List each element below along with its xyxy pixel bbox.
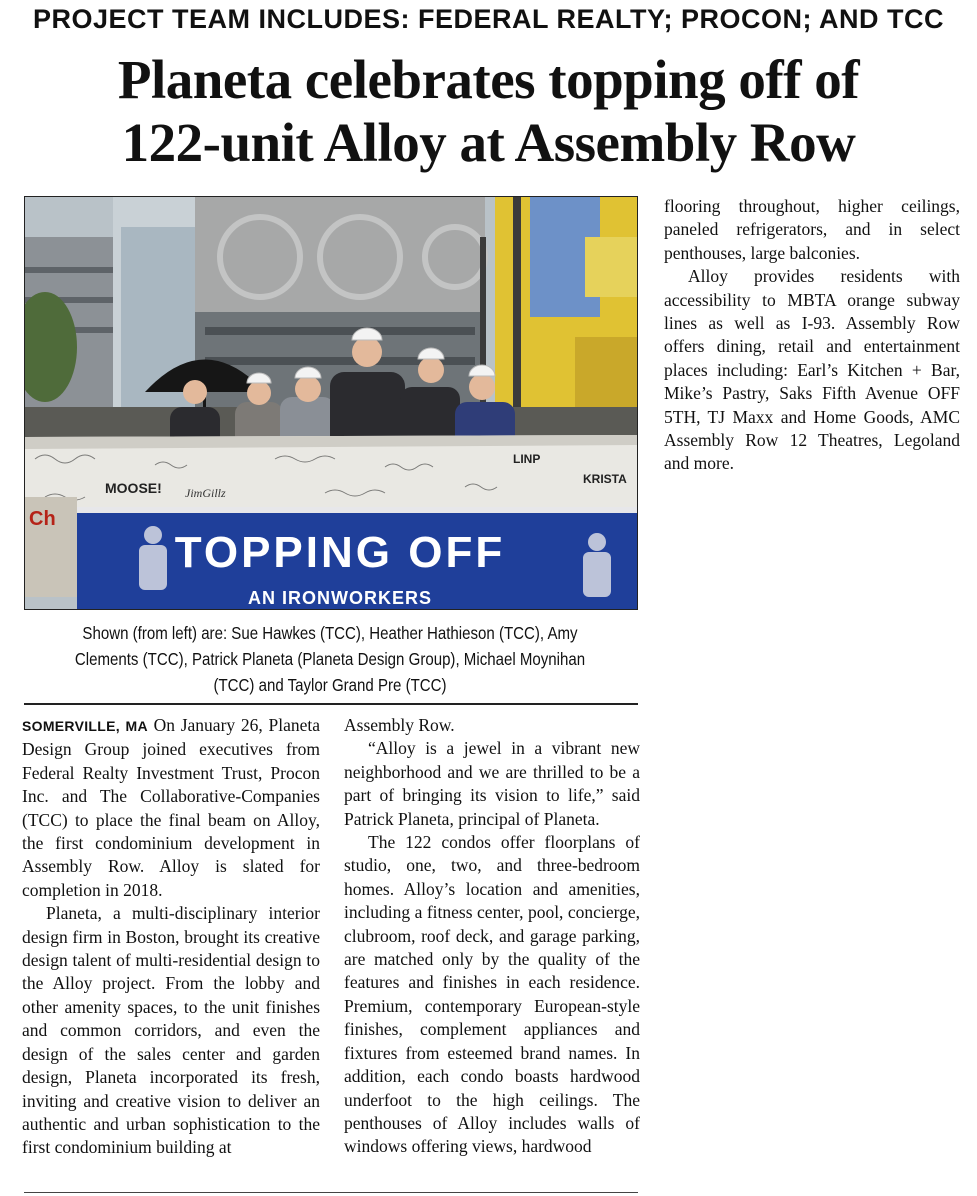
article-paragraph: Planeta, a multi-disciplinary interior design firm in Boston, brought its creative design talent of multi-residential design to the Alloy project. From the lobby and other amenity spaces, to the unit finishes and common corridors, and even the design of the sales center and garden design, Planeta incorporated its fresh, inviting and creative vision to deliver an authentic and urban sophistication to the first condominium building at [22,903,320,1158]
headline-line-1: Planeta celebrates topping off of [117,49,860,110]
headline-line-2: 122-unit Alloy at Assembly Row [121,112,856,173]
photo-caption: Shown (from left) are: Sue Hawkes (TCC), Heather Hathieson (TCC), Amy Clements (TCC), Patrick Planeta (Planeta Design Group), Michael Moynihan (TCC) and Taylor Grand Pre (TCC) [74,623,586,695]
article-paragraph: Alloy provides residents with accessibility to MBTA orange subway lines as well as I-93. Assembly Row offers dining, retail and entertainment places including: Earl’s Kitchen + Bar, Mike’s Pastry, Saks Fifth Avenue OFF 5TH, TJ Maxx and Home Goods, AMC Assembly Row 12 Theatres, Legoland and more. [664,266,960,474]
banner-title: TOPPING OFF [174,528,506,577]
beam-signature-jimgillz: JimGillz [185,486,226,500]
article-headline [0,48,977,174]
banner-subtitle: AN IRONWORKERS [248,588,432,608]
beam-signature-moose: MOOSE! [105,480,162,496]
article-column-1 [22,714,320,1160]
article-paragraph: flooring throughout, higher ceilings, paneled refrigerators, and in select penthouses, large balconies. [664,196,960,263]
article-kicker: PROJECT TEAM INCLUDES: FEDERAL REALTY; PROCON; AND TCC [33,4,944,34]
article-paragraph: The 122 condos offer floorplans of studio, one, two, and three-bedroom homes. Alloy’s location and amenities, including a fitness center, pool, concierge, clubroom, roof deck, and garage parking, are matched only by the quality of the features and finishes in each residence. Premium, contemporary European-style finishes, complement appliances and fixtures from esteemed brand names. In addition, each condo boasts hardwood underfoot to the high ceilings. The penthouses of Alloy includes walls of windows offering views, hardwood [344,832,640,1157]
article-paragraph: Assembly Row. [344,715,455,735]
paragraph-text: On January 26, Planeta Design Group joined executives from Federal Realty Investment Trust, Procon Inc. and The Collaborative-Companies (TCC) to place the final beam on Alloy, the first condominium development in Assembly Row. Alloy is slated for completion in 2018. [22,715,320,900]
bottom-divider [24,1192,638,1193]
article-paragraph: “Alloy is a jewel in a vibrant new neighborhood and we are thrilled to be a part of bringing its vision to life,” said Patrick Planeta, principal of Planeta. [344,738,640,829]
photo-illustration [25,197,637,609]
topping-off-photo [24,196,638,610]
beam-signature-linp: LINP [513,452,541,466]
svg-text:Ch: Ch [29,508,56,530]
beam-signature-krista: KRISTA [583,472,627,486]
article-column-3 [664,195,960,476]
article-paragraph [22,714,320,902]
article-column-2 [344,714,640,1159]
dateline: SOMERVILLE, MA [22,718,148,734]
caption-divider [24,703,638,705]
